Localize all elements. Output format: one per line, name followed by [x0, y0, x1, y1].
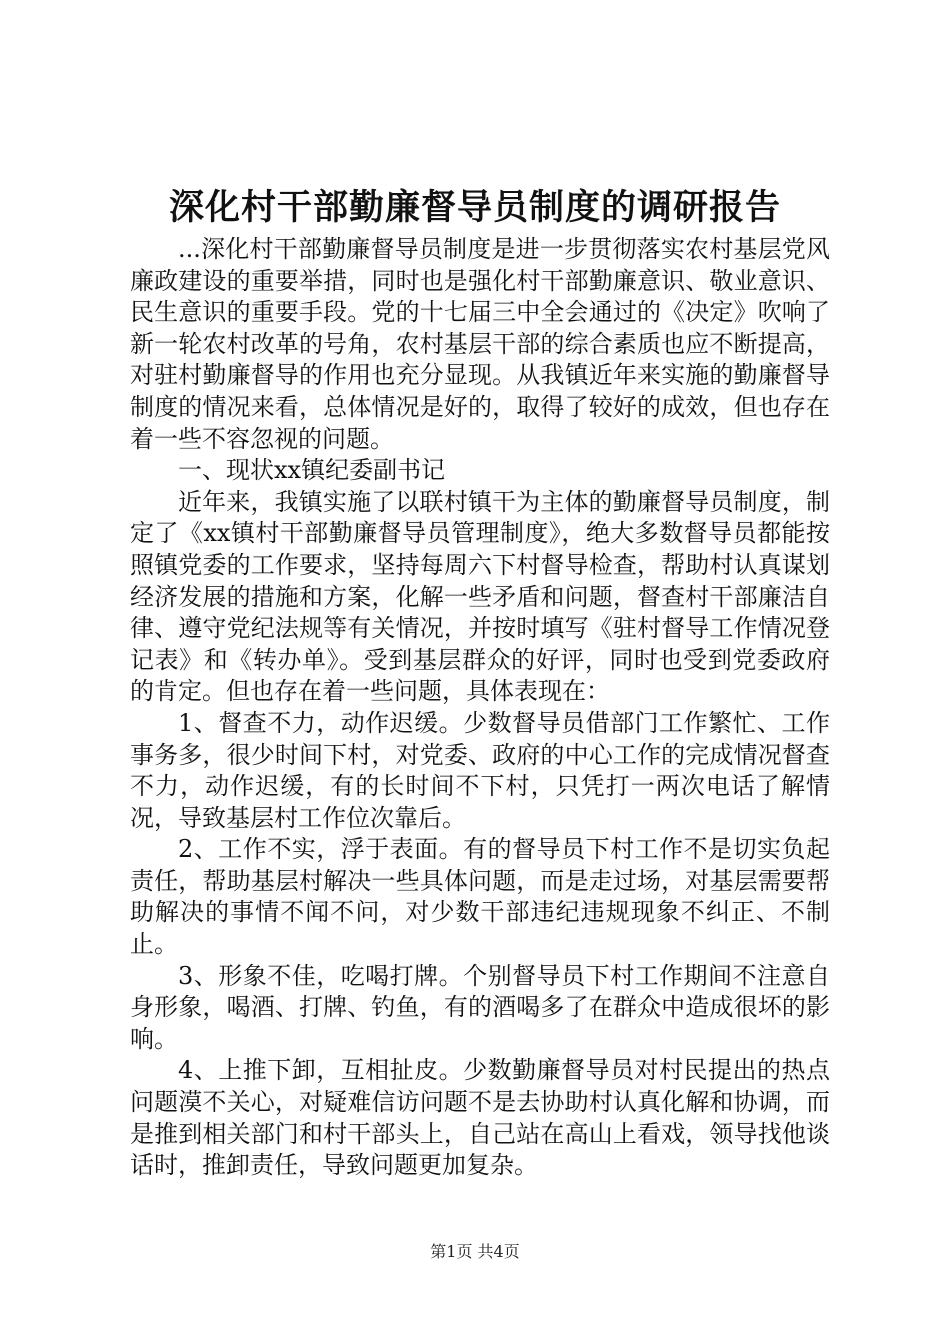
paragraph-status: 近年来，我镇实施了以联村镇干为主体的勤廉督导员制度，制定了《xx镇村干部勤廉督导员管理制度》，绝大多数督导员都能按照镇党委的工作要求，坚持每周六下村督导检查，帮助村认真谋划经济发展的措施和方案，化解一些矛盾和问题，督查村干部廉洁自律、遵守党纪法规等有关情况，并按时填写《驻村督导工作情况登记表》和《转办单》。受到基层群众的好评，同时也受到党委政府的肯定。但也存在着一些问题，具体表现在： — [130, 487, 830, 706]
paragraph-intro: ...深化村干部勤廉督导员制度是进一步贯彻落实农村基层党风廉政建设的重要举措，同时也是强化村干部勤廉意识、敬业意识、民生意识的重要手段。党的十七届三中全会通过的《决定》吹响了新一轮农村改革的号角，农村基层干部的综合素质也应不断提高，对驻村勤廉督导的作用也充分显现。从我镇近年来实施的勤廉督导制度的情况来看，总体情况是好的，取得了较好的成效，但也存在着一些不容忽视的问题。 — [130, 235, 830, 453]
paragraph-item-2: 2、工作不实，浮于表面。有的督导员下村工作不是切实负起责任，帮助基层村解决一些具体问题，而是走过场，对基层需要帮助解决的事情不闻不问，对少数干部违纪违规现象不纠正、不制止。 — [130, 835, 830, 959]
paragraph-item-4: 4、上推下卸，互相扯皮。少数勤廉督导员对村民提出的热点问题漠不关心，对疑难信访问题不是去协助村认真化解和协调，而是推到相关部门和村干部头上，自己站在高山上看戏，领导找他谈话时，推卸责任，导致问题更加复杂。 — [130, 1056, 830, 1180]
paragraph-item-1: 1、督查不力，动作迟缓。少数督导员借部门工作繁忙、工作事务多，很少时间下村，对党委、政府的中心工作的完成情况督查不力，动作迟缓，有的长时间不下村，只凭打一两次电话了解情况，导致基层村工作位次靠后。 — [130, 708, 830, 832]
document-title: 深化村干部勤廉督导员制度的调研报告 — [168, 188, 781, 228]
section-heading: 一、现状xx镇纪委副书记 — [178, 456, 446, 485]
document-body — [130, 234, 830, 1182]
paragraph-item-3: 3、形象不佳，吃喝打牌。个别督导员下村工作期间不注意自身形象，喝酒、打牌、钓鱼，有的酒喝多了在群众中造成很坏的影响。 — [130, 961, 830, 1053]
page-number-footer: 第1页 共4页 — [430, 1242, 520, 1261]
